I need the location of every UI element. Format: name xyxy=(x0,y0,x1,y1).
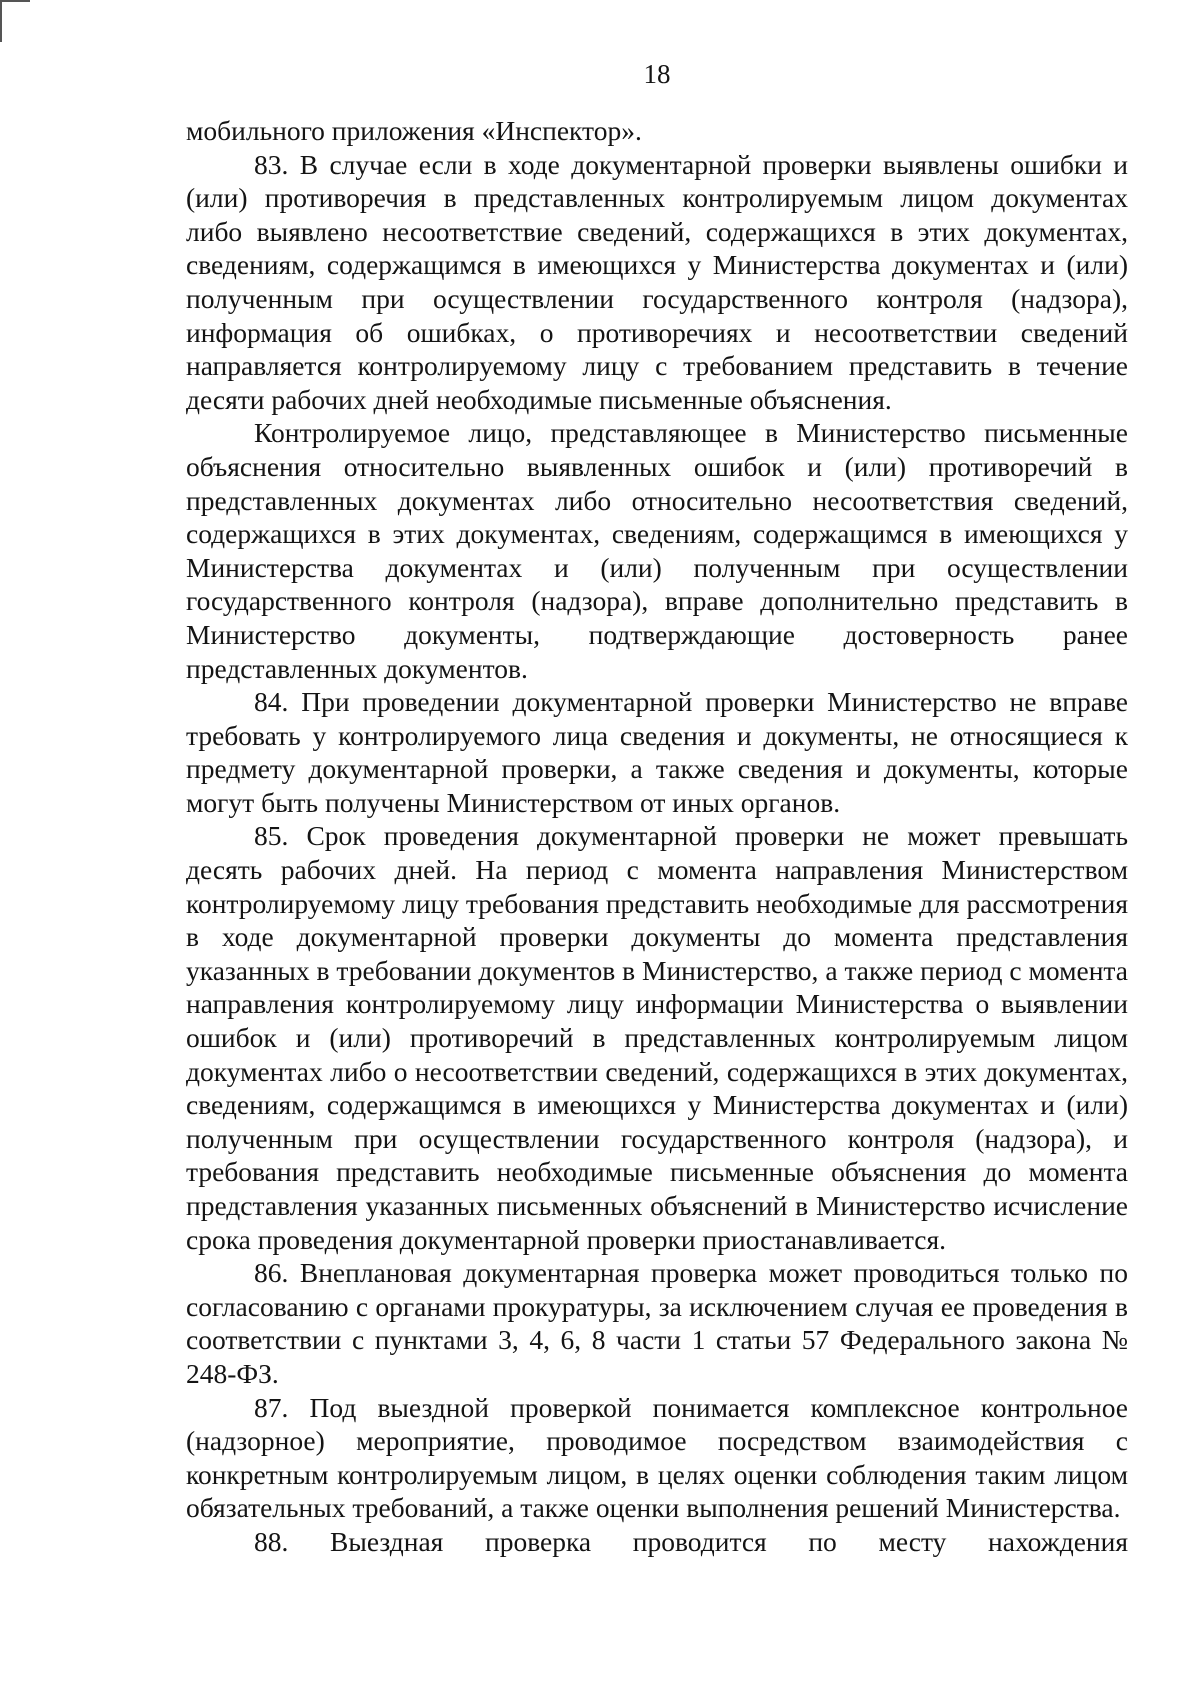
paragraph-86: 86. Внеплановая документарная проверка может проводиться только по согласованию с органами прокуратуры, за исключением случая ее проведения в соответствии с пунктами 3, 4, 6, 8 части 1 статьи 57 Федерального закона № 248-ФЗ. xyxy=(186,1257,1128,1389)
page-number: 18 xyxy=(643,59,671,89)
paragraph-87: 87. Под выездной проверкой понимается комплексное контрольное (надзорное) мероприятие, проводимое посредством взаимодействия с конкретным контролируемым лицом, в целях оценки соблюдения таким лицом обязательных требований, а также оценки выполнения решений Министерства. xyxy=(186,1391,1128,1524)
paragraph-83-continued: Контролируемое лицо, представляющее в Министерство письменные объяснения относительно выявленных ошибок и (или) противоречий в представленных документах либо относительно несоответствия сведений, содержащихся в этих документах, сведениям, содержащимся в имеющихся у Министерства документах и (или) полученным при осуществлении государственного контроля (надзора), вправе дополнительно представить в Министерство документы, подтверждающие достоверность ранее представленных документов. xyxy=(186,417,1128,684)
paragraph-83: 83. В случае если в ходе документарной проверки выявлены ошибки и (или) противоречия в представленных контролируемым лицом документах либо выявлено несоответствие сведений, содержащихся в этих документах, сведениям, содержащимся в имеющихся у Министерства документах и (или) полученным при осуществлении государственного контроля (надзора), информация об ошибках, о противоречиях и несоответствии сведений направляется контролируемому лицу с требованием представить в течение десяти рабочих дней необходимые письменные объяснения. xyxy=(186,148,1128,415)
scan-corner-mark xyxy=(0,0,30,42)
paragraph-88: 88. Выездная проверка проводится по месту нахождения xyxy=(254,1525,1128,1557)
paragraph-84: 84. При проведении документарной проверки Министерство не вправе требовать у контролируемого лица сведения и документы, не относящиеся к предмету документарной проверки, а также сведения и документы, которые могут быть получены Министерством от иных органов. xyxy=(186,686,1128,818)
paragraph-continuation: мобильного приложения «Инспектор». xyxy=(186,115,642,146)
document-body xyxy=(186,114,1128,1559)
paragraph-85: 85. Срок проведения документарной проверки не может превышать десять рабочих дней. На период с момента направления Министерством контролируемому лицу требования представить необходимые для рассмотрения в ходе документарной проверки документы до момента представления указанных в требовании документов в Министерство, а также период с момента направления контролируемому лицу информации Министерства о выявлении ошибок и (или) противоречий в представленных контролируемым лицом документах либо о несоответствии сведений, содержащихся в этих документах, сведениям, содержащимся в имеющихся у Министерства документах и (или) полученным при осуществлении государственного контроля (надзора), и требования представить необходимые письменные объяснения до момента представления указанных письменных объяснений в Министерство исчисление срока проведения документарной проверки приостанавливается. xyxy=(186,820,1128,1255)
